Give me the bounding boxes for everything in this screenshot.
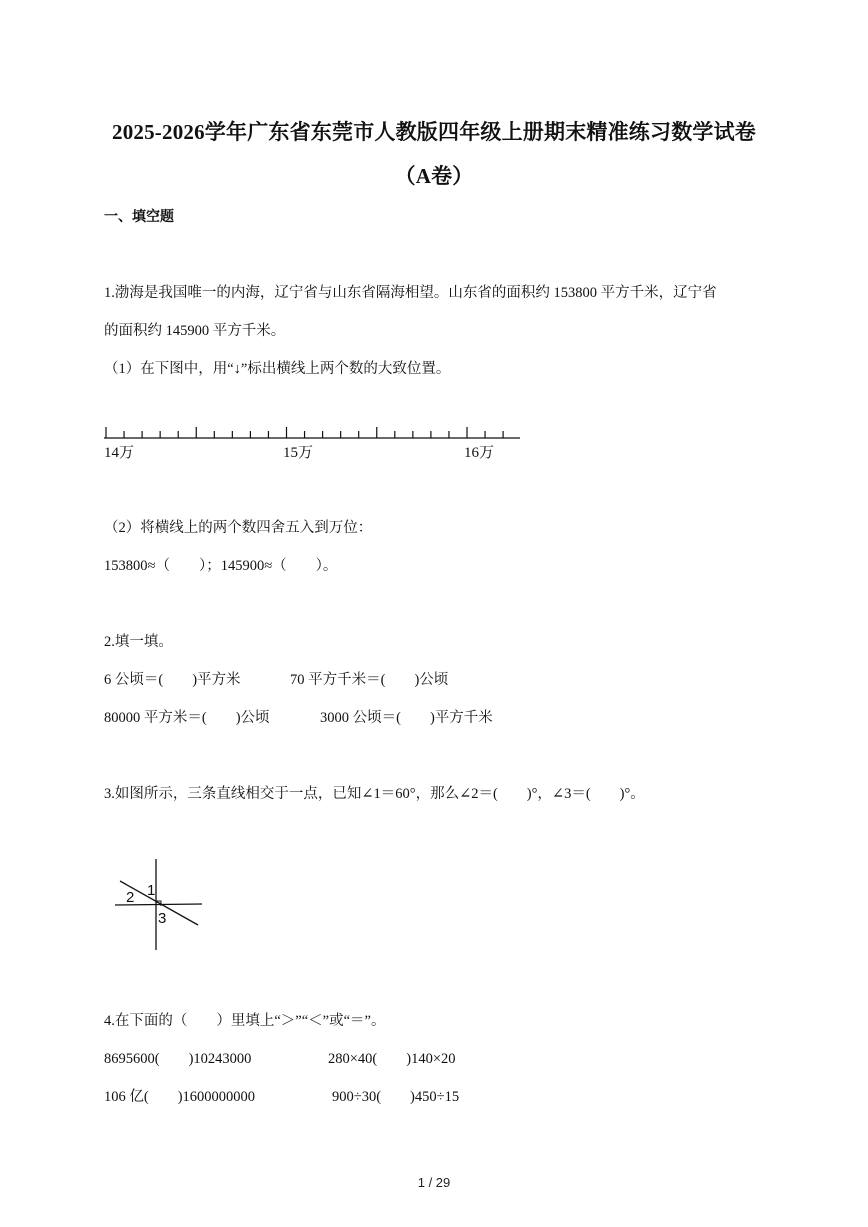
title-line-1: 2025-2026学年广东省东莞市人教版四年级上册期末精准练习数学试卷	[112, 120, 756, 144]
q2-item-1: 6 公顷＝( )平方米	[104, 672, 241, 688]
q1-text-line-1: 1.渤海是我国唯一的内海，辽宁省与山东省隔海相望。山东省的面积约 153800 平方千米，辽宁省	[104, 285, 717, 301]
q2-item-4: 3000 公顷＝( )平方千米	[320, 710, 493, 726]
q1-sub2-answer-line: 153800≈（ ）；145900≈（ ）。	[104, 558, 338, 574]
q2-item-2: 70 平方千米＝( )公顷	[290, 672, 449, 688]
q1-sub1: （1）在下图中，用“↓”标出横线上两个数的大致位置。	[104, 361, 451, 377]
q4-item-2: 280×40( )140×20	[328, 1051, 456, 1067]
label-15wan: 15万	[283, 445, 314, 461]
angle-label-3: 3	[158, 910, 167, 927]
q1-text-line-2: 的面积约 145900 平方千米。	[104, 323, 286, 339]
q4-item-3: 106 亿( )1600000000	[104, 1089, 256, 1105]
page-number: 1 / 29	[417, 1175, 451, 1190]
number-line	[100, 418, 530, 466]
label-16wan: 16万	[464, 445, 495, 461]
q2-item-3: 80000 平方米＝( )公顷	[104, 710, 270, 726]
q4-text: 4.在下面的（ ）里填上“＞”“＜”或“＝”。	[104, 1013, 386, 1029]
q4-item-1: 8695600( )10243000	[104, 1051, 252, 1067]
section-heading: 一、填空题	[104, 210, 174, 225]
q1-sub2: （2）将横线上的两个数四舍五入到万位：	[104, 520, 373, 536]
label-14wan: 14万	[104, 445, 135, 461]
angle-label-2: 2	[126, 889, 135, 906]
q2-title: 2.填一填。	[104, 634, 173, 650]
q4-item-4: 900÷30( )450÷15	[332, 1089, 460, 1105]
angle-label-1: 1	[147, 882, 156, 899]
q3-text: 3.如图所示，三条直线相交于一点，已知∠1＝60°，那么∠2＝( )°，∠3＝( )°。	[104, 786, 645, 802]
angle-figure	[112, 855, 212, 955]
title-line-2: （A卷）	[394, 164, 474, 188]
